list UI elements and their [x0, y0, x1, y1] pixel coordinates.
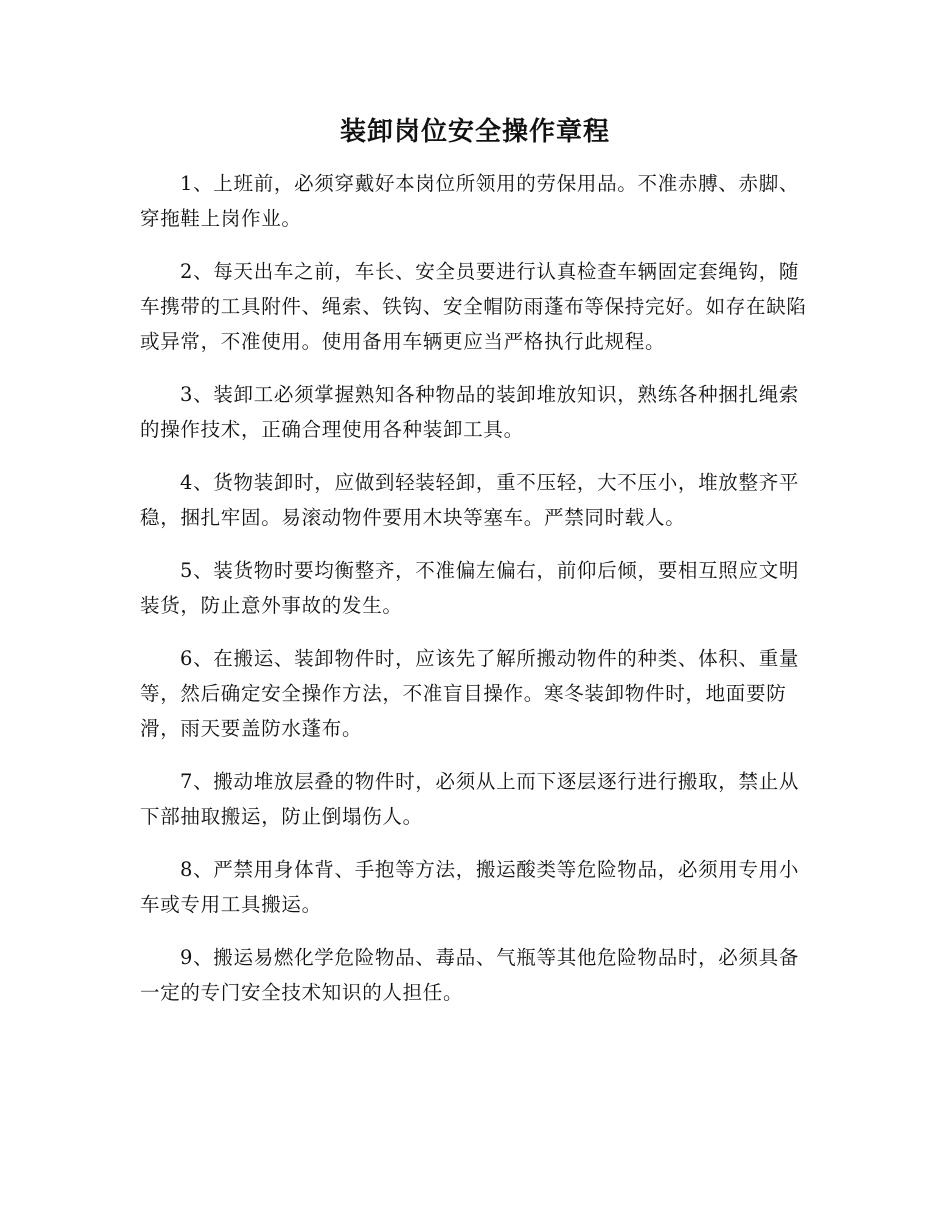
paragraph-6: 6、在搬运、装卸物件时，应该先了解所搬动物件的种类、体积、重量等，然后确定安全操作方法，不准盲目操作。寒冬装卸物件时，地面要防滑，雨天要盖防水蓬布。	[140, 647, 800, 740]
paragraph-5: 5、装货物时要均衡整齐，不准偏左偏右，前仰后倾，要相互照应文明装货，防止意外事故的发生。	[140, 559, 800, 617]
document-body	[140, 166, 808, 1028]
paragraph-3: 3、装卸工必须掌握熟知各种物品的装卸堆放知识，熟练各种捆扎绳索的操作技术，正确合理使用各种装卸工具。	[140, 383, 800, 441]
paragraph-9: 9、搬运易燃化学危险物品、毒品、气瓶等其他危险物品时，必须具备一定的专门安全技术知识的人担任。	[140, 946, 800, 1004]
document-title: 装卸岗位安全操作章程	[339, 117, 610, 147]
paragraph-1: 1、上班前，必须穿戴好本岗位所领用的劳保用品。不准赤膊、赤脚、穿拖鞋上岗作业。	[140, 172, 800, 230]
paragraph-8: 8、严禁用身体背、手抱等方法，搬运酸类等危险物品，必须用专用小车或专用工具搬运。	[140, 858, 800, 916]
paragraph-7: 7、搬动堆放层叠的物件时，必须从上而下逐层逐行进行搬取，禁止从下部抽取搬运，防止倒塌伤人。	[140, 770, 800, 828]
paragraph-2: 2、每天出车之前，车长、安全员要进行认真检查车辆固定套绳钩，随车携带的工具附件、绳索、铁钩、安全帽防雨蓬布等保持完好。如存在缺陷或异常，不准使用。使用备用车辆更应当严格执行此规程。	[140, 260, 807, 353]
paragraph-4: 4、货物装卸时，应做到轻装轻卸，重不压轻，大不压小，堆放整齐平稳，捆扎牢固。易滚动物件要用木块等塞车。严禁同时载人。	[140, 471, 800, 529]
